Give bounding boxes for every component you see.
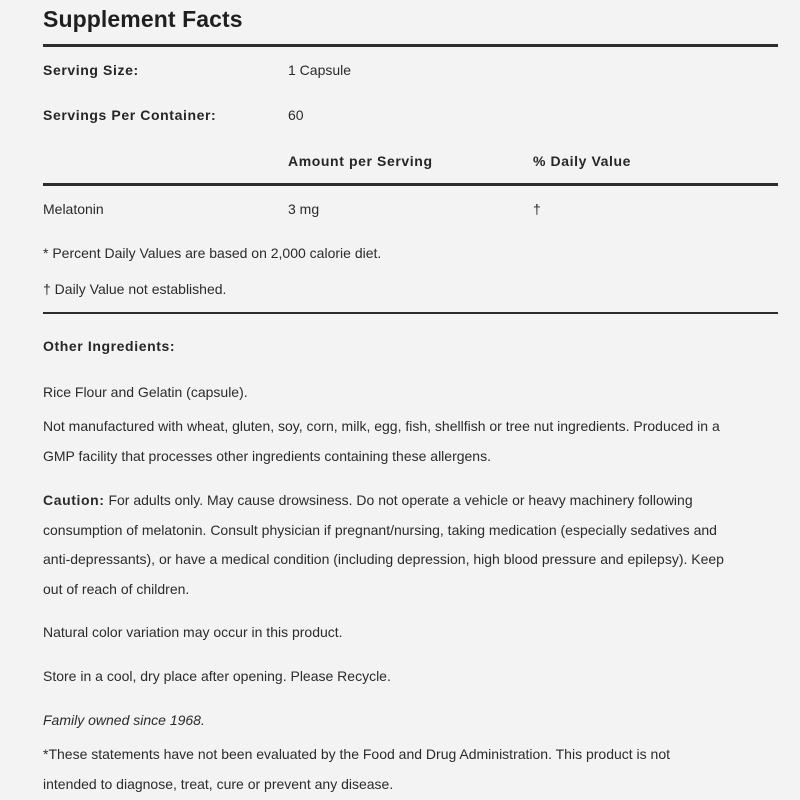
serving-size-label: Serving Size: [43,62,139,78]
allergen-line: Not manufactured with wheat, gluten, soy, corn, milk, egg, fish, shellfish or tree nut ingredients. Produced in a [43,418,720,434]
nutrient-name: Melatonin [43,201,104,217]
caution-text: For adults only. May cause drowsiness. Do not operate a vehicle or heavy machinery following [104,492,693,508]
allergen-line: GMP facility that processes other ingredients containing these allergens. [43,447,491,464]
family-owned-note: Family owned since 1968. [43,712,205,728]
caution-label: Caution: [43,492,105,508]
servings-per-container-label: Servings Per Container: [43,107,217,123]
fda-disclaimer [43,740,783,799]
daily-value-footnote: † Daily Value not established. [43,281,227,297]
footnote-divider [43,312,778,314]
header-divider [43,183,778,186]
nutrient-daily-value: † [533,201,541,217]
caution-line [43,486,783,516]
other-ingredients-heading: Other Ingredients: [43,338,176,354]
amount-per-serving-header: Amount per Serving [288,153,433,169]
color-variation-note: Natural color variation may occur in this product. [43,624,343,640]
disclaimer-line: *These statements have not been evaluated by the Food and Drug Administration. This product is not [43,746,671,762]
ingredients-text: Rice Flour and Gelatin (capsule). [43,384,248,400]
caution-statement [43,486,783,604]
daily-value-header: % Daily Value [533,153,632,169]
caution-line: anti-depressants), or have a medical condition (including depression, high blood pressure and epilepsy). Keep [43,551,724,567]
allergen-statement [43,412,783,471]
page-title: Supplement Facts [43,6,243,32]
serving-size-value: 1 Capsule [288,62,352,78]
title-divider [43,44,778,47]
caution-line: out of reach of children. [43,580,190,597]
storage-note: Store in a cool, dry place after opening. Please Recycle. [43,668,391,684]
nutrient-amount: 3 mg [288,201,320,217]
servings-per-container-value: 60 [288,107,304,123]
disclaimer-line: intended to diagnose, treat, cure or prevent any disease. [43,775,394,792]
caution-line: consumption of melatonin. Consult physician if pregnant/nursing, taking medication (especially sedatives and [43,521,717,538]
percent-daily-footnote: * Percent Daily Values are based on 2,000 calorie diet. [43,245,382,261]
